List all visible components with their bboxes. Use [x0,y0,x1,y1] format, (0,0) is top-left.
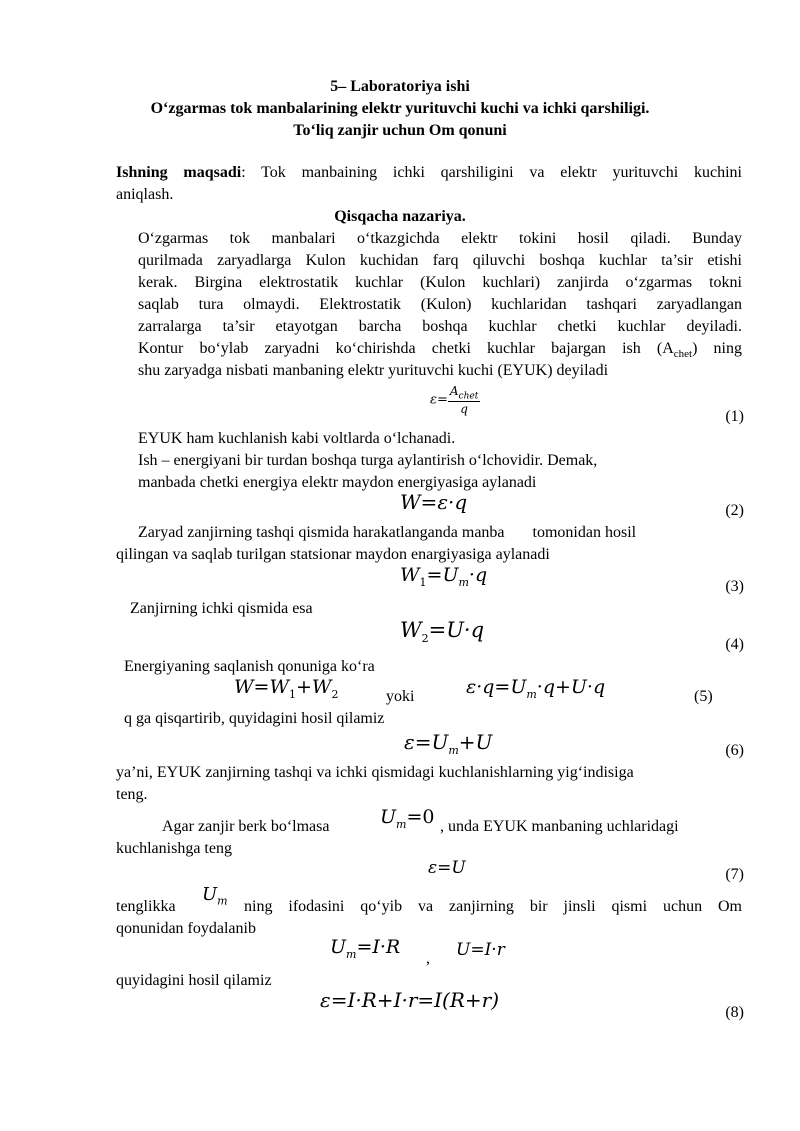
text-substitute: ning ifodasini qo‘yib va zanjirning bir jinsli qismi uchun Om [244,898,742,915]
inline-um-zero: $U_m=0$ [380,806,435,831]
eq3-number: (3) [725,578,744,595]
text-inner-part: Zanjirning ichki qismida esa [130,600,313,617]
eq1-number: (1) [725,408,744,425]
subtitle-line-1: O‘zgarmas tok manbalarining elektr yurituvchi kuchi va ichki qarshiligi. [150,100,650,117]
eq1-denominator: q [460,402,468,417]
text-work-2: manbada chetki energiya elektr maydon energiyasiga aylanadi [138,474,537,491]
aim-line-2: aniqlash. [116,186,174,203]
text-eyuk-sum-2: teng. [116,786,148,803]
text-reduce-q: q ga qisqartirib, quyidagini hosil qilamiz [124,710,385,727]
text-ohm-law: qonunidan foydalanib [116,920,256,937]
text-voltage-equal: kuchlanishga teng [116,840,232,857]
theory-heading: Qisqacha nazariya. [334,208,466,225]
equation-1 [430,384,480,416]
equation-6: $\varepsilon=U_m+U$ [404,730,493,757]
p1-line-6 [138,340,742,360]
achet-subscript: chet [673,348,693,361]
equation-2: W=ε·q [400,490,468,514]
subtitle-line-2: To‘liq zanjir uchun Om qonuni [293,122,507,139]
eq1-fraction [448,384,480,416]
equation-7: ε=U [428,858,466,878]
eq4-number: (4) [725,636,744,653]
p1-line-6-end: ) ning [692,340,743,357]
aim-line-1 [116,164,742,182]
aim-text: : Tok manbaining ichki qarshiligini va elektr yurituvchi kuchini [241,164,743,181]
p1-line-1: O‘zgarmas tok manbalari o‘tkazgichda elektr tokini hosil qiladi. Bunday [138,230,742,247]
equation-4: $W_2=U\cdot q$ [400,618,485,646]
text-eyuk-sum-1: ya’ni, EYUK zanjirning tashqi va ichki qismidagi kuchlanishlarning yig‘indisiga [116,764,634,781]
text-substitute-label: tenglikka [116,898,176,915]
equation-ohm-outer: $U_m=I\cdot R$ [330,936,401,961]
p1-line-4: saqlab tura olmaydi. Elektrostatik (Kulon) kuchlaridan tashqari zaryadlangan [138,296,742,313]
equation-5-left: $W=W_1+W_2$ [234,676,339,701]
equation-3: $W_1=U_m\cdot q$ [400,564,488,589]
text-open-circuit: Agar zanjir berk bo‘lmasa [162,818,330,835]
equation-8: ε=I·R+I·r=I(R+r) [320,988,500,1012]
eq6-number: (6) [725,742,744,759]
p1-line-6-text: Kontur bo‘ylab zaryadni ko‘chirishda chetki kuchlar bajargan ish (A [138,340,674,357]
text-charge-1: Zaryad zanjirning tashqi qismida harakatlanganda manba tomonidan hosil [138,524,637,541]
p1-line-5: zarralarga ta’sir etayotgan barcha boshqa kuchlar chetki kuchlar deyiladi. [138,318,742,335]
eq1-lhs: ε= [430,392,448,408]
equation-ohm-inner: U=I·r [456,940,505,960]
p1-line-3: kerak. Birgina elektrostatik kuchlar (Kulon kuchlari) zanjirda o‘zgarmas tokni [138,274,742,291]
eq1-numerator: $A_{chet}$ [449,384,479,402]
text-obtain: quyidagini hosil qilamiz [116,972,272,989]
inline-um: $U_m$ [202,884,228,908]
ohm-comma: , [426,950,430,967]
text-energy-conservation: Energiyaning saqlanish qonuniga ko‘ra [124,658,375,675]
equation-5-right: $\varepsilon\cdot q=U_m\cdot q+U\cdot q$ [466,676,606,701]
text-charge-2: qilingan va saqlab turilgan statsionar maydon enargiyasiga aylanadi [116,546,550,563]
p1-line-7: shu zaryadga nisbati manbaning elektr yurituvchi kuchi (EYUK) deyiladi [138,362,609,379]
aim-label: Ishning maqsadi [116,164,242,181]
eq8-number: (8) [725,1004,744,1021]
text-eyuk-volts: EYUK ham kuchlanish kabi voltlarda o‘lchanadi. [138,430,456,447]
eq5-yoki: yoki [386,688,415,705]
lab-title: 5– Laboratoriya ishi [330,78,470,95]
p1-line-2: qurilmada zaryadlarga Kulon kuchidan farq qiluvchi boshqa kuchlar ta’sir etishi [138,252,742,269]
text-work-1: Ish – energiyani bir turdan boshqa turga aylantirish o‘lchovidir. Demak, [138,452,598,469]
eq7-number: (7) [725,866,744,883]
eq2-number: (2) [725,502,744,519]
eq5-number: (5) [694,688,713,705]
text-open-circuit-end: , unda EYUK manbaning uchlaridagi [440,818,679,835]
